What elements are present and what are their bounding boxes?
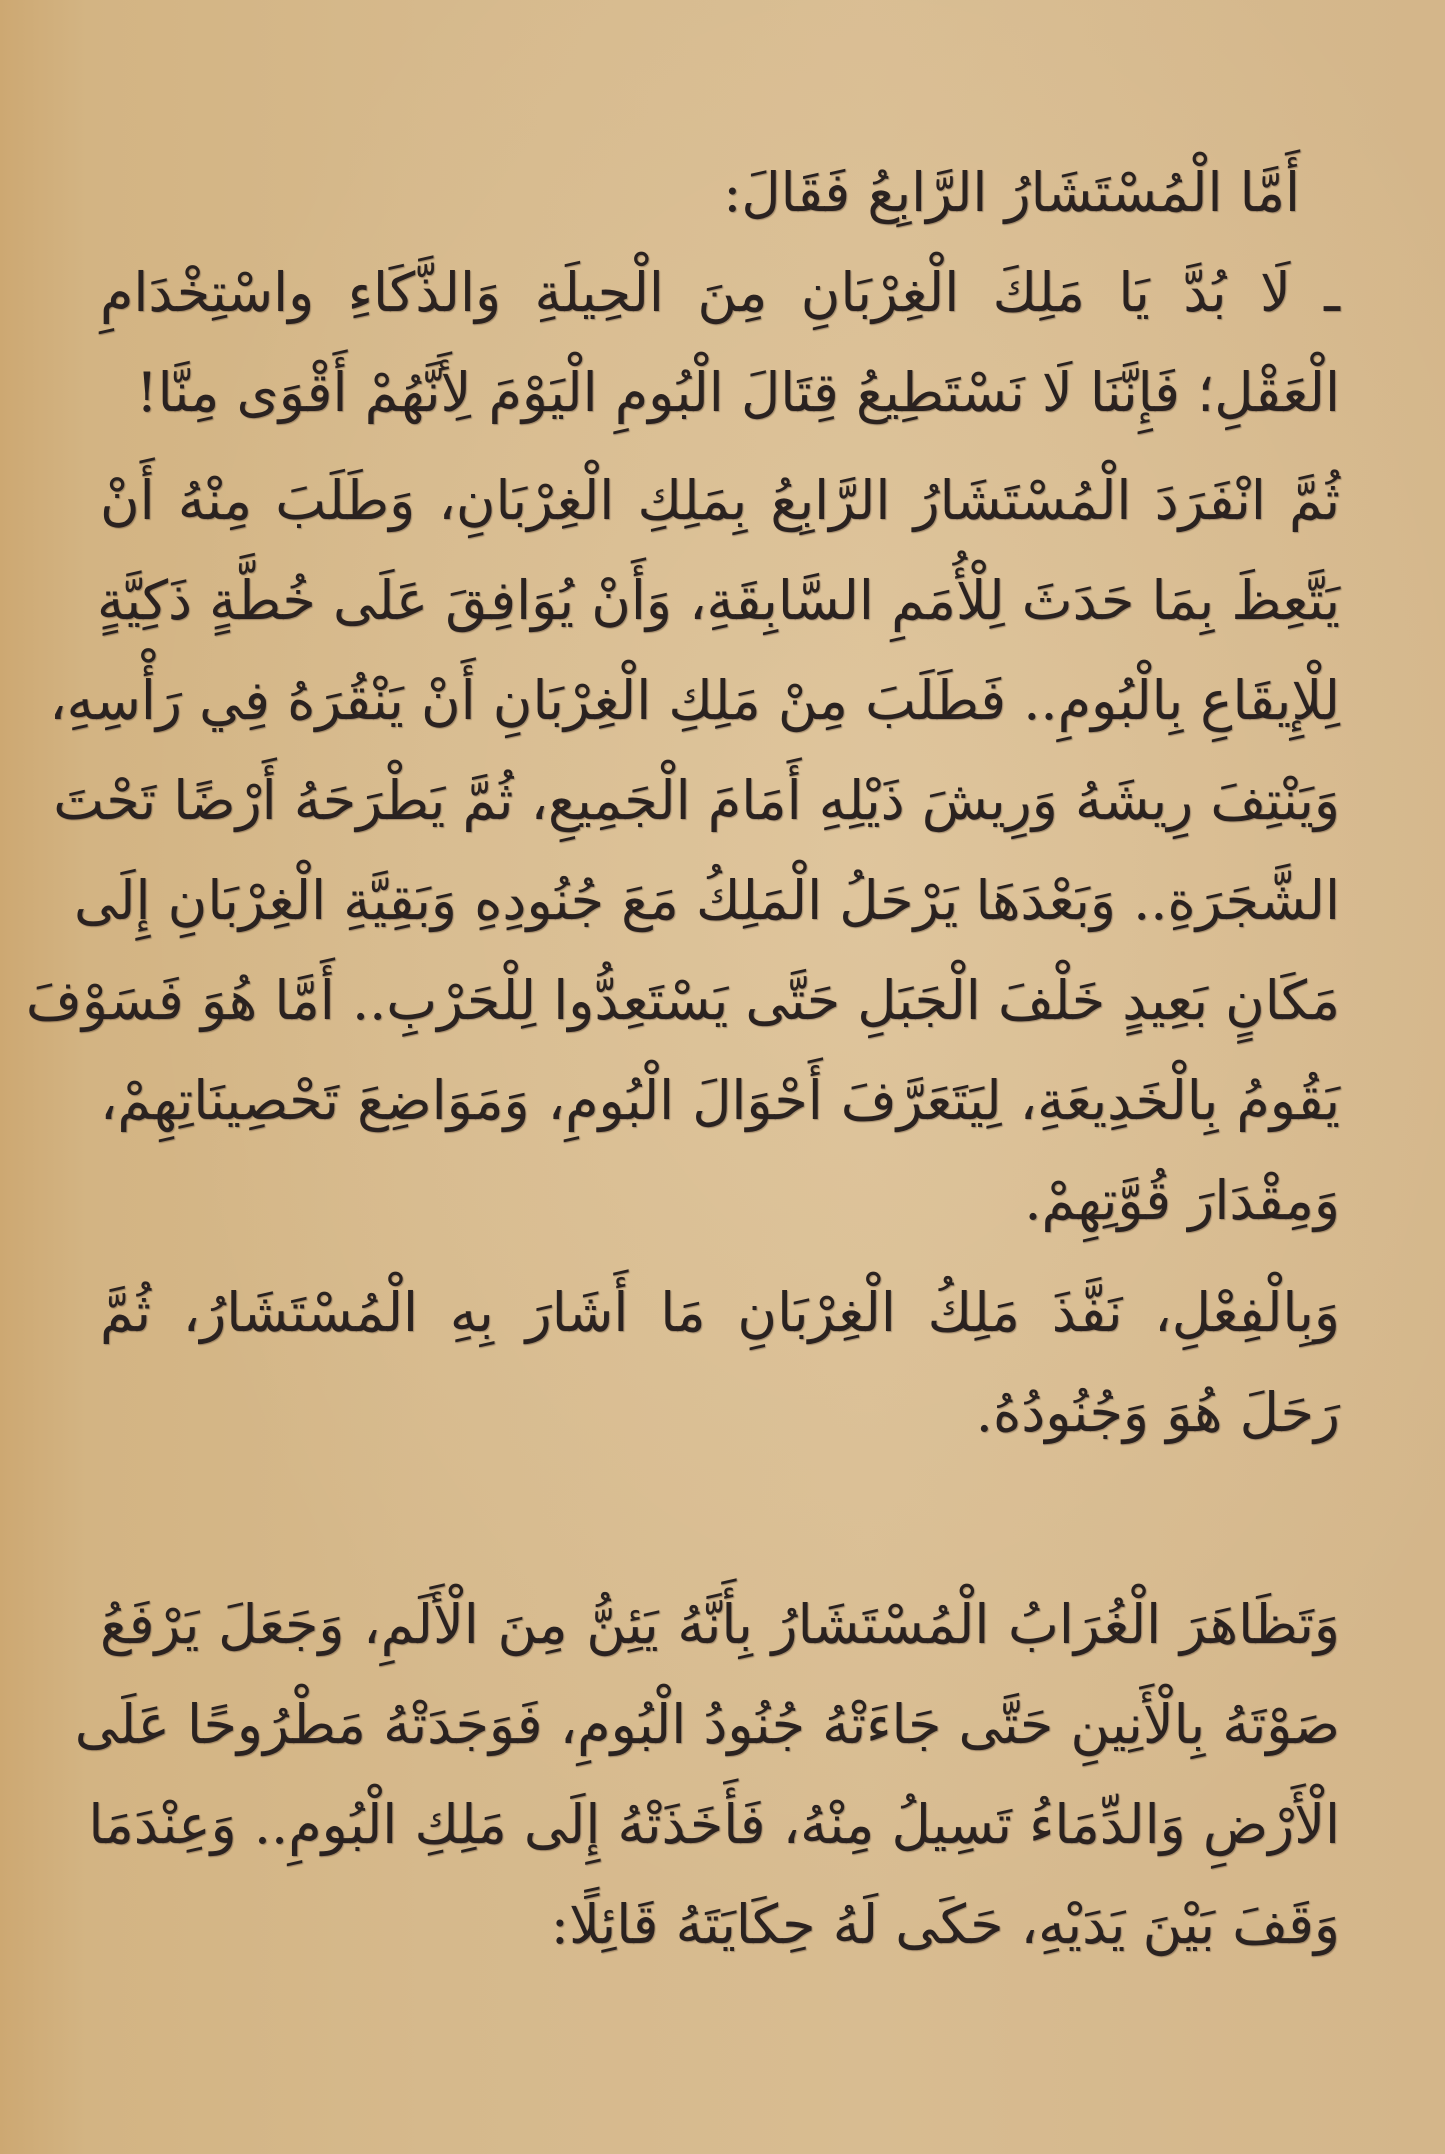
text-line: رَحَلَ هُوَ وَجُنُودُهُ.	[975, 1381, 1340, 1444]
text-line: لِلْإِيقَاعِ بِالْبُومِ.. فَطَلَبَ مِنْ مَلِكِ الْغِرْبَانِ أَنْ يَنْقُرَهُ فِي رَأْسِهِ،	[49, 669, 1340, 732]
text-line: وَتَظَاهَرَ الْغُرَابُ الْمُسْتَشَارُ بِأَنَّهُ يَئِنُّ مِنَ الْأَلَمِ، وَجَعَلَ يَرْفَعُ	[100, 1593, 1340, 1656]
text-line: الْأَرْضِ وَالدِّمَاءُ تَسِيلُ مِنْهُ، فَأَخَذَتْهُ إِلَى مَلِكِ الْبُومِ.. وَعِنْدَمَا	[88, 1793, 1340, 1856]
text-line: الشَّجَرَةِ.. وَبَعْدَهَا يَرْحَلُ الْمَلِكُ مَعَ جُنُودِهِ وَبَقِيَّةِ الْغِرْبَانِ إِلَى	[74, 869, 1340, 932]
text-line: وَقَفَ بَيْنَ يَدَيْهِ، حَكَى لَهُ حِكَايَتَهُ قَائِلًا:	[550, 1893, 1340, 1956]
text-line: الْعَقْلِ؛ فَإِنَّنَا لَا نَسْتَطِيعُ قِتَالَ الْبُومِ الْيَوْمَ لِأَنَّهُمْ أَقْوَى مِنَّا!	[135, 361, 1340, 424]
text-line: ثُمَّ انْفَرَدَ الْمُسْتَشَارُ الرَّابِعُ بِمَلِكِ الْغِرْبَانِ، وَطَلَبَ مِنْهُ أَنْ	[100, 469, 1340, 532]
text-line: وَمِقْدَارَ قُوَّتِهِمْ.	[1024, 1169, 1340, 1232]
text-line: مَكَانٍ بَعِيدٍ خَلْفَ الْجَبَلِ حَتَّى يَسْتَعِدُّوا لِلْحَرْبِ.. أَمَّا هُوَ فَسَوْفَ	[25, 969, 1340, 1032]
text-line: أَمَّا الْمُسْتَشَارُ الرَّابِعُ فَقَالَ:	[723, 161, 1300, 224]
text-line: ـ لَا بُدَّ يَا مَلِكَ الْغِرْبَانِ مِنَ الْحِيلَةِ وَالذَّكَاءِ واسْتِخْدَامِ	[100, 261, 1340, 324]
text-line: يَتَّعِظَ بِمَا حَدَثَ لِلْأُمَمِ السَّابِقَةِ، وَأَنْ يُوَافِقَ عَلَى خُطَّةٍ ذَكِيَّةٍ	[97, 569, 1340, 632]
text-line: يَقُومُ بِالْخَدِيعَةِ، لِيَتَعَرَّفَ أَحْوَالَ الْبُومِ، وَمَوَاضِعَ تَحْصِينَاتِهِمْ،	[100, 1069, 1340, 1132]
text-line: صَوْتَهُ بِالْأَنِينِ حَتَّى جَاءَتْهُ جُنُودُ الْبُومِ، فَوَجَدَتْهُ مَطْرُوحًا عَلَى	[74, 1693, 1340, 1756]
text-line: وَيَنْتِفَ رِيشَهُ وَرِيشَ ذَيْلِهِ أَمَامَ الْجَمِيعِ، ثُمَّ يَطْرَحَهُ أَرْضًا تَحْتَ	[53, 769, 1340, 832]
text-line: وَبِالْفِعْلِ، نَفَّذَ مَلِكُ الْغِرْبَانِ مَا أَشَارَ بِهِ الْمُسْتَشَارُ، ثُمَّ	[100, 1281, 1340, 1344]
